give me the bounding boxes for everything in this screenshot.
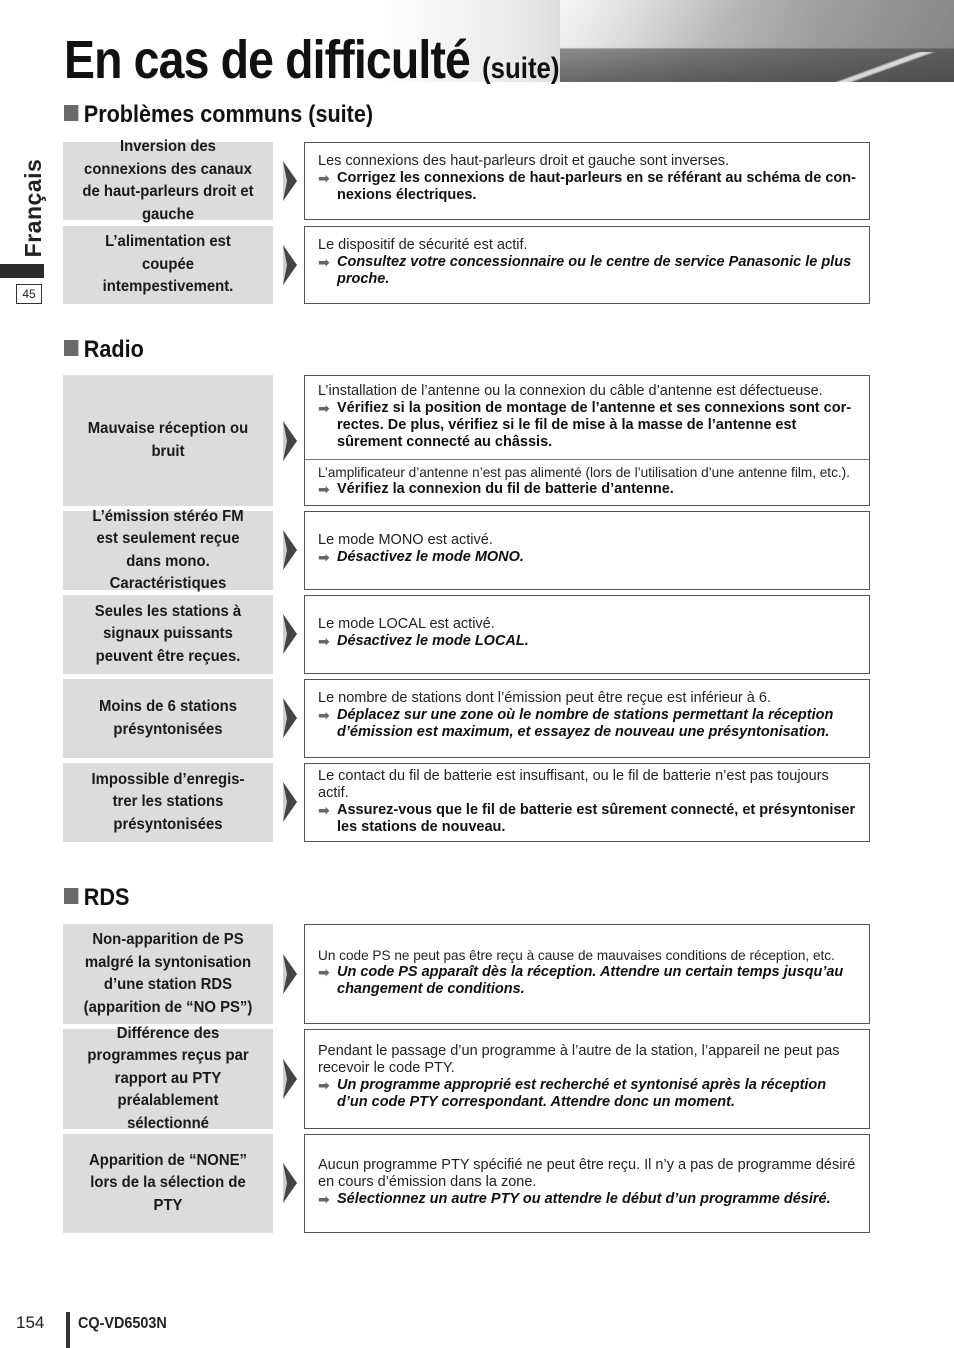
arrow-right-icon xyxy=(283,1163,297,1203)
arrow-icon: ➡ xyxy=(318,481,330,497)
problem-label: L’alimentation est coupée intempestivement. xyxy=(63,226,273,304)
solution-box xyxy=(304,679,870,758)
remedy: ➡ Un programme approprié est recherché et syntonisé après la réception d’un code PTY correspondant. Attendre donc un moment. xyxy=(318,1077,827,1110)
cause-text: Les connexions des haut-parleurs droit et gauche sont inverses. xyxy=(318,153,730,169)
solution-cell xyxy=(305,459,869,506)
arrow-icon: ➡ xyxy=(318,170,330,186)
arrow-right-icon xyxy=(283,161,297,201)
cause-text: Le mode LOCAL est activé. xyxy=(318,616,495,632)
section-heading-rds: RDS xyxy=(64,884,129,912)
cause-text: Le contact du fil de batterie est insuffisant, ou le fil de batterie n’est pas toujours actif. xyxy=(318,768,829,801)
problem-label: Non-apparition de PS malgré la syntonisation d’une station RDS (apparition de “NO PS”) xyxy=(63,924,273,1024)
solution-box xyxy=(304,511,870,590)
square-bullet-icon xyxy=(64,888,78,904)
solution-box xyxy=(304,142,870,220)
cause-text: Un code PS ne peut pas être reçu à cause de mauvaises conditions de réception, etc. xyxy=(318,948,835,963)
solution-cell xyxy=(305,1030,869,1119)
remedy: ➡ Vérifiez si la position de montage de l’antenne et ses connexions sont cor-rectes. De plus, vérifiez si le fil de mise à la masse de l’antenne est sûrement connecté au châssis. xyxy=(318,400,852,450)
arrow-right-icon xyxy=(283,614,297,654)
model-number: CQ-VD6503N xyxy=(78,1315,167,1332)
solution-box xyxy=(304,924,870,1024)
language-label: Français xyxy=(20,158,46,258)
solution-box xyxy=(304,226,870,304)
problem-label: Moins de 6 stations présyntonisées xyxy=(63,679,273,758)
square-bullet-icon xyxy=(64,105,78,121)
solution-cell xyxy=(305,1135,869,1216)
problem-label: Apparition de “NONE” lors de la sélection de PTY xyxy=(63,1134,273,1233)
solution-cell xyxy=(305,764,869,844)
solution-box xyxy=(304,1029,870,1129)
arrow-right-icon xyxy=(283,782,297,822)
section-heading-radio: Radio xyxy=(64,336,144,364)
remedy: ➡ Vérifiez la connexion du fil de batterie d’antenne. xyxy=(318,481,674,497)
solution-cell xyxy=(305,925,869,1006)
arrow-icon: ➡ xyxy=(318,633,330,649)
solution-box xyxy=(304,1134,870,1233)
remedy: ➡ Consultez votre concessionnaire ou le centre de service Panasonic le plus proche. xyxy=(318,254,852,287)
remedy: ➡ Un code PS apparaît dès la réception. Attendre un certain temps jusqu’au changement de conditions. xyxy=(318,964,844,997)
arrow-icon: ➡ xyxy=(318,1191,330,1207)
cause-text: L’amplificateur d’antenne n’est pas alimenté (lors de l’utilisation d’une antenne film, etc.). xyxy=(318,465,850,480)
remedy: ➡ Corrigez les connexions de haut-parleurs en se référant au schéma de con-nexions électriques. xyxy=(318,170,856,203)
solution-box xyxy=(304,763,870,842)
solution-cell xyxy=(305,227,869,296)
page-number: 154 xyxy=(16,1313,45,1332)
page-title-suffix: (suite) xyxy=(482,52,560,85)
cause-text: Aucun programme PTY spécifié ne peut être reçu. Il n’y a pas de programme désiré en cours d’émission dans la zone. xyxy=(318,1157,856,1190)
problem-label: Inversion des connexions des canaux de haut-parleurs droit et gauche xyxy=(63,142,273,220)
solution-box xyxy=(304,595,870,674)
remedy: ➡ Déplacez sur une zone où le nombre de stations permettant la réception d’émission est maximum, et essayez de nouveau une présyntonisation. xyxy=(318,707,834,740)
arrow-right-icon xyxy=(283,1059,297,1099)
solution-cell xyxy=(305,512,869,574)
road-marking-image xyxy=(820,52,950,82)
arrow-right-icon xyxy=(283,698,297,738)
language-tab-bar xyxy=(0,264,44,278)
arrow-right-icon xyxy=(283,421,297,461)
cause-text: L’installation de l’antenne ou la connexion du câble d’antenne est défectueuse. xyxy=(318,383,823,399)
problem-label: L’émission stéréo FM est seulement reçue dans mono. Caractéristiques xyxy=(63,511,273,590)
remedy: ➡ Assurez-vous que le fil de batterie est sûrement connecté, et présyntoniser les stations de nouveau. xyxy=(318,802,856,835)
arrow-right-icon xyxy=(283,245,297,285)
arrow-icon: ➡ xyxy=(318,400,330,416)
arrow-right-icon xyxy=(283,530,297,570)
solution-cell xyxy=(305,680,869,749)
cause-text: Le mode MONO est activé. xyxy=(318,532,493,548)
cause-text: Pendant le passage d’un programme à l’autre de la station, l’appareil ne peut pas recevoir le code PTY. xyxy=(318,1043,840,1076)
problem-label: Mauvaise réception ou bruit xyxy=(63,375,273,506)
solution-cell xyxy=(305,596,869,658)
arrow-icon: ➡ xyxy=(318,802,330,818)
arrow-icon: ➡ xyxy=(318,707,330,723)
square-bullet-icon xyxy=(64,340,78,356)
footer-divider xyxy=(66,1312,70,1348)
remedy: ➡ Sélectionnez un autre PTY ou attendre le début d’un programme désiré. xyxy=(318,1191,831,1207)
arrow-right-icon xyxy=(283,954,297,994)
arrow-icon: ➡ xyxy=(318,964,330,980)
arrow-icon: ➡ xyxy=(318,549,330,565)
section-heading-common: Problèmes communs (suite) xyxy=(64,101,373,129)
solution-cell xyxy=(305,376,869,459)
page-tab-number: 45 xyxy=(16,284,42,304)
cause-text: Le nombre de stations dont l’émission peut être reçue est inférieur à 6. xyxy=(318,690,771,706)
remedy: ➡ Désactivez le mode LOCAL. xyxy=(318,633,529,649)
solution-box xyxy=(304,375,870,506)
cause-text: Le dispositif de sécurité est actif. xyxy=(318,237,528,253)
arrow-icon: ➡ xyxy=(318,1077,330,1093)
problem-label: Impossible d’enregis-trer les stations présyntonisées xyxy=(63,763,273,842)
problem-label: Différence des programmes reçus par rapport au PTY préalablement sélectionné xyxy=(63,1029,273,1129)
solution-cell xyxy=(305,143,869,212)
page-title: En cas de difficulté (suite) xyxy=(64,30,560,90)
arrow-icon: ➡ xyxy=(318,254,330,270)
remedy: ➡ Désactivez le mode MONO. xyxy=(318,549,524,565)
language-tab xyxy=(16,158,50,258)
problem-label: Seules les stations à signaux puissants peuvent être reçues. xyxy=(63,595,273,674)
